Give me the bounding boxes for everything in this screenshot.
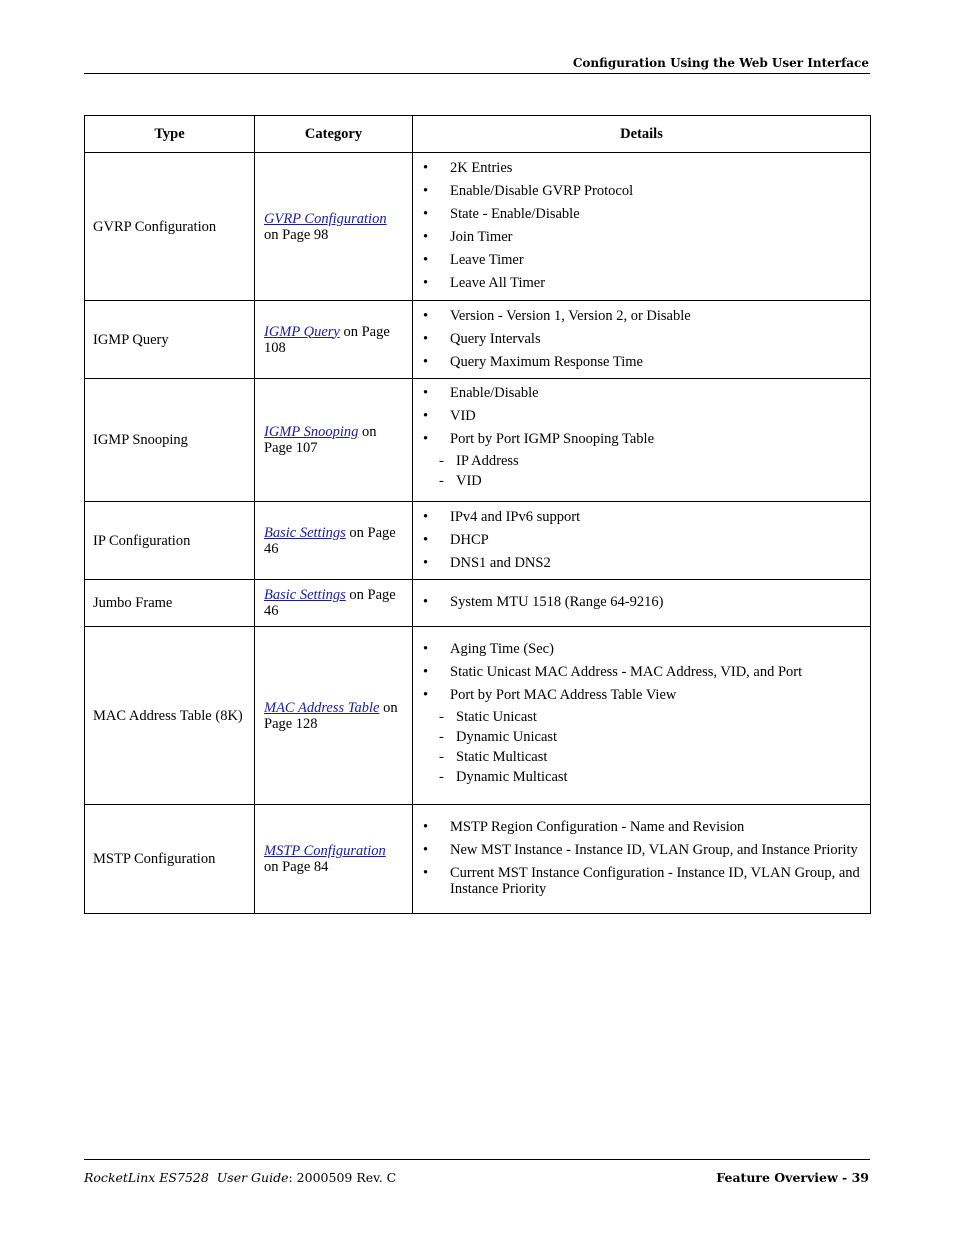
table-row	[85, 379, 871, 502]
detail-text: Aging Time (Sec)	[450, 640, 554, 657]
details-cell	[413, 580, 871, 627]
detail-text: Join Timer	[450, 229, 513, 245]
bullet-icon: •	[423, 431, 429, 447]
footer-product: RocketLinx ES7528	[84, 1170, 209, 1185]
category-cell	[255, 502, 413, 580]
table-row	[85, 580, 871, 627]
list-item	[423, 183, 862, 199]
sub-detail-text: Dynamic Unicast	[456, 728, 558, 745]
header-rule	[84, 73, 870, 74]
detail-text: Version - Version 1, Version 2, or Disable	[450, 307, 691, 324]
list-item	[423, 555, 862, 571]
sub-list-item	[439, 749, 878, 765]
bullet-icon: •	[423, 842, 429, 858]
details-list	[423, 509, 862, 571]
detail-text: Query Maximum Response Time	[450, 353, 643, 370]
sub-list-item	[439, 453, 878, 469]
details-list	[423, 641, 862, 703]
sub-list-item	[439, 473, 878, 489]
category-link[interactable]: IGMP Snooping	[264, 424, 359, 440]
bullet-icon: •	[423, 819, 429, 835]
list-item	[423, 275, 862, 291]
type-cell: IGMP Query	[85, 301, 255, 379]
bullet-icon: •	[423, 206, 429, 222]
feature-table	[84, 115, 871, 914]
list-item	[423, 687, 862, 703]
detail-text: Static Unicast MAC Address - MAC Address, VID, and Port	[450, 663, 803, 680]
list-item	[423, 509, 862, 525]
sub-detail-text: Static Unicast	[456, 708, 537, 725]
sub-list	[423, 453, 862, 489]
column-header-type: Type	[85, 116, 255, 153]
details-list	[423, 160, 862, 291]
details-list	[423, 385, 862, 447]
table-row	[85, 805, 871, 914]
detail-text: Enable/Disable GVRP Protocol	[450, 183, 634, 199]
detail-text: Current MST Instance Configuration - Instance ID, VLAN Group, and Instance Priority	[450, 865, 860, 897]
category-cell	[255, 153, 413, 301]
bullet-icon: •	[423, 307, 429, 324]
category-cell	[255, 627, 413, 805]
list-item	[423, 206, 862, 222]
list-item	[423, 354, 862, 370]
page-reference: on Page 84	[264, 859, 329, 875]
detail-text: Leave Timer	[450, 252, 524, 268]
dash-icon: -	[439, 728, 444, 745]
list-item	[423, 308, 862, 324]
table-row	[85, 502, 871, 580]
type-cell: IP Configuration	[85, 502, 255, 580]
type-cell: Jumbo Frame	[85, 580, 255, 627]
page-reference: on Page 108	[264, 323, 390, 356]
list-item	[423, 408, 862, 424]
type-cell: IGMP Snooping	[85, 379, 255, 502]
running-header: Configuration Using the Web User Interface	[572, 56, 869, 70]
bullet-icon: •	[423, 594, 429, 610]
details-cell	[413, 379, 871, 502]
table-row	[85, 627, 871, 805]
bullet-icon: •	[423, 865, 429, 881]
list-item	[423, 532, 862, 548]
bullet-icon: •	[423, 531, 429, 548]
page-reference: on Page 46	[264, 524, 396, 557]
list-item	[423, 641, 862, 657]
list-item	[423, 385, 862, 401]
bullet-icon: •	[423, 353, 429, 370]
footer-doc-number: : 2000509 Rev. C	[288, 1170, 397, 1185]
page-reference: on Page 128	[264, 699, 398, 732]
sub-list-item	[439, 729, 878, 745]
sub-list	[423, 709, 862, 785]
details-list	[423, 594, 862, 610]
detail-text: IPv4 and IPv6 support	[450, 508, 581, 525]
category-link[interactable]: IGMP Query	[264, 323, 340, 340]
table-row	[85, 153, 871, 301]
type-cell: MSTP Configuration	[85, 805, 255, 914]
details-cell	[413, 153, 871, 301]
sub-detail-text: Static Multicast	[456, 748, 548, 765]
details-cell	[413, 805, 871, 914]
page-reference: on Page 46	[264, 587, 396, 619]
sub-detail-text: Dynamic Multicast	[456, 768, 568, 785]
category-cell	[255, 301, 413, 379]
type-cell: MAC Address Table (8K)	[85, 627, 255, 805]
detail-text: 2K Entries	[450, 160, 513, 176]
bullet-icon: •	[423, 554, 429, 571]
bullet-icon: •	[423, 508, 429, 525]
sub-detail-text: VID	[456, 473, 482, 489]
bullet-icon: •	[423, 663, 429, 680]
details-cell	[413, 502, 871, 580]
page-reference: on Page 107	[264, 424, 377, 456]
list-item	[423, 229, 862, 245]
bullet-icon: •	[423, 183, 429, 199]
list-item	[423, 594, 862, 610]
category-link[interactable]: MSTP Configuration	[264, 843, 386, 859]
footer-doc-info	[84, 1170, 396, 1185]
column-header-category: Category	[255, 116, 413, 153]
list-item	[423, 842, 862, 858]
list-item	[423, 252, 862, 268]
details-list	[423, 308, 862, 370]
dash-icon: -	[439, 708, 444, 725]
page-reference: on Page 98	[264, 226, 329, 243]
bullet-icon: •	[423, 686, 429, 703]
detail-text: Port by Port IGMP Snooping Table	[450, 431, 655, 447]
dash-icon: -	[439, 473, 444, 489]
bullet-icon: •	[423, 275, 429, 291]
detail-text: Enable/Disable	[450, 385, 539, 401]
detail-text: VID	[450, 408, 476, 424]
detail-text: DHCP	[450, 531, 489, 548]
sub-detail-text: IP Address	[456, 453, 519, 469]
category-cell	[255, 805, 413, 914]
dash-icon: -	[439, 768, 444, 785]
list-item	[423, 819, 862, 835]
category-link[interactable]: GVRP Configuration	[264, 210, 387, 227]
bullet-icon: •	[423, 252, 429, 268]
sub-list-item	[439, 769, 878, 785]
detail-text: Leave All Timer	[450, 275, 546, 291]
bullet-icon: •	[423, 640, 429, 657]
detail-text: DNS1 and DNS2	[450, 554, 551, 571]
category-cell	[255, 580, 413, 627]
type-cell: GVRP Configuration	[85, 153, 255, 301]
detail-text: New MST Instance - Instance ID, VLAN Group, and Instance Priority	[450, 842, 858, 858]
detail-text: System MTU 1518 (Range 64-9216)	[450, 594, 664, 610]
table-header-row	[85, 116, 871, 153]
bullet-icon: •	[423, 229, 429, 245]
bullet-icon: •	[423, 385, 429, 401]
details-cell	[413, 301, 871, 379]
footer-rule	[84, 1159, 870, 1160]
sub-list-item	[439, 709, 878, 725]
bullet-icon: •	[423, 160, 429, 176]
list-item	[423, 865, 862, 897]
table-row	[85, 301, 871, 379]
dash-icon: -	[439, 453, 444, 469]
detail-text: Port by Port MAC Address Table View	[450, 686, 677, 703]
bullet-icon: •	[423, 330, 429, 347]
category-link[interactable]: MAC Address Table	[264, 699, 380, 716]
detail-text: Query Intervals	[450, 330, 541, 347]
list-item	[423, 664, 862, 680]
footer-guide: User Guide	[216, 1170, 289, 1185]
category-cell	[255, 379, 413, 502]
dash-icon: -	[439, 748, 444, 765]
detail-text: State - Enable/Disable	[450, 206, 580, 222]
bullet-icon: •	[423, 408, 429, 424]
details-list	[423, 819, 862, 897]
list-item	[423, 331, 862, 347]
list-item	[423, 431, 862, 447]
detail-text: MSTP Region Configuration - Name and Revision	[450, 819, 745, 835]
details-cell	[413, 627, 871, 805]
category-link[interactable]: Basic Settings	[264, 524, 346, 541]
column-header-details: Details	[413, 116, 871, 153]
list-item	[423, 160, 862, 176]
category-link[interactable]: Basic Settings	[264, 587, 346, 603]
footer-page-label: Feature Overview - 39	[716, 1170, 869, 1185]
